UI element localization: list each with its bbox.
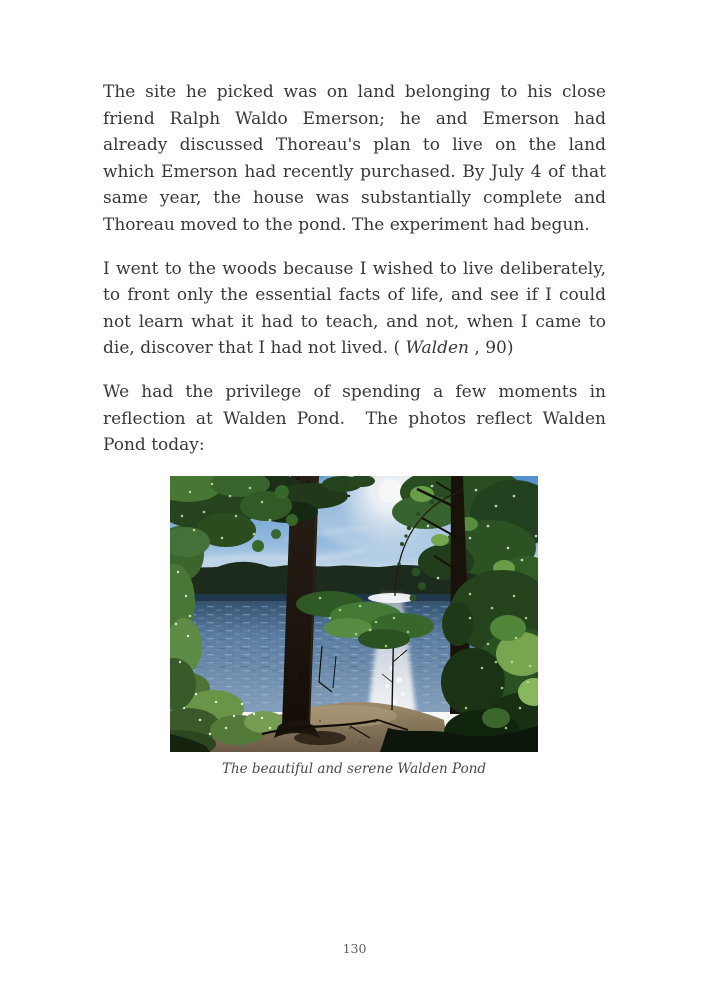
walden-pond-figure (170, 476, 538, 778)
book-title-walden: Walden (405, 338, 469, 359)
photo-caption: The beautiful and serene Walden Pond (221, 760, 487, 777)
body-text (103, 79, 606, 778)
walden-pond-photo (170, 476, 538, 752)
page-number: 130 (342, 941, 367, 956)
paragraph-quote (103, 256, 606, 362)
quote-citation: , 90) (468, 338, 514, 359)
paragraph-site: The site he picked was on land belonging to his close friend Ralph Waldo Emerson; he and Emerson had already discussed Thoreau's plan to live on the land which Emerson had recently purchased. By July 4 of that same year, the house was substantially complete and Thoreau moved to the pond. The experiment had begun. (103, 82, 606, 235)
quote-text: I went to the woods because I wished to live deliberately, to front only the essential facts of life, and see if I could not learn what it had to teach, and not, when I came to die, discover that I had not lived. ( (103, 258, 606, 359)
paragraph-reflection: We had the privilege of spending a few moments in reflection at Walden Pond. The photos reflect Walden Pond today: (103, 381, 606, 456)
